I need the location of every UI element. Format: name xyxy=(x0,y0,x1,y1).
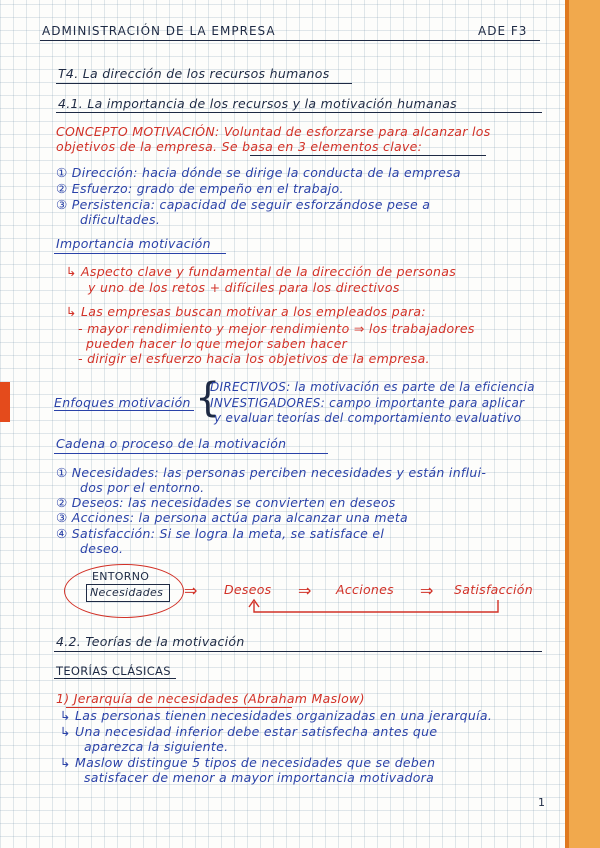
importance-point1-line1: ↳ Aspecto clave y fundamental de la dirección de personas xyxy=(66,264,457,279)
concept-underline xyxy=(250,155,486,156)
section2-underline xyxy=(54,651,542,652)
diagram-acciones: Acciones xyxy=(336,582,394,597)
classic-theories-underline xyxy=(54,678,176,679)
chain-step4-line2: deseo. xyxy=(80,541,124,556)
maslow-point3-line1: ↳ Maslow distingue 5 tipos de necesidades que se deben xyxy=(60,755,436,770)
importance-bullet1-line1: - mayor rendimiento y mejor rendimiento ⇒ los trabajadores xyxy=(78,321,475,336)
maslow-point2-line2: aparezca la siguiente. xyxy=(84,739,229,754)
maslow-point3-line2: satisfacer de menor a mayor importancia motivadora xyxy=(84,770,435,785)
arrow-icon: ⇒ xyxy=(184,581,198,600)
maslow-point2-line1: ↳ Una necesidad inferior debe estar satisfecha antes que xyxy=(60,724,438,739)
brace-icon: { xyxy=(195,375,221,421)
diagram-necesidades: Necesidades xyxy=(90,586,164,599)
topic-underline xyxy=(56,83,352,84)
diagram-satisfaccion: Satisfacción xyxy=(454,582,533,597)
classic-theories-title: TEORÍAS CLÁSICAS xyxy=(56,664,171,678)
chain-step3: ③ Acciones: la persona actúa para alcanzar una meta xyxy=(56,510,408,525)
orange-cover-edge xyxy=(565,0,600,848)
importance-bullet2: - dirigir el esfuerzo hacia los objetivos de la empresa. xyxy=(78,351,430,366)
approach-investigadores-line2: y evaluar teorías del comportamiento evaluativo xyxy=(214,411,522,425)
chain-step4-line1: ④ Satisfacción: Si se logra la meta, se satisface el xyxy=(56,526,385,541)
section1-underline xyxy=(56,112,542,113)
chain-step1-line1: ① Necesidades: las personas perciben necesidades y están influi- xyxy=(56,465,487,480)
diagram-entorno: ENTORNO xyxy=(92,570,150,583)
feedback-loop-arrow xyxy=(240,598,512,622)
chain-title: Cadena o proceso de la motivación xyxy=(56,436,287,451)
importance-point1-line2: y uno de los retos + difíciles para los directivos xyxy=(88,280,400,295)
importance-point2: ↳ Las empresas buscan motivar a los empleados para: xyxy=(66,304,426,319)
importance-underline xyxy=(54,253,226,254)
approaches-label: Enfoques motivación xyxy=(54,395,191,410)
section1-title: 4.1. La importancia de los recursos y la motivación humanas xyxy=(58,96,457,111)
importance-bullet1-line2: pueden hacer lo que mejor saben hacer xyxy=(86,336,348,351)
maslow-point1: ↳ Las personas tienen necesidades organizadas en una jerarquía. xyxy=(60,708,493,723)
page-number: 1 xyxy=(538,796,545,809)
importance-title: Importancia motivación xyxy=(56,236,211,251)
course-code: ADE F3 xyxy=(478,24,528,38)
concept-line2: objetivos de la empresa. Se basa en 3 elementos clave: xyxy=(56,139,423,154)
chain-step2: ② Deseos: las necesidades se convierten en deseos xyxy=(56,495,396,510)
arrow-icon: ⇒ xyxy=(420,581,434,600)
course-header: ADMINISTRACIÓN DE LA EMPRESA xyxy=(42,24,276,38)
concept-line1: CONCEPTO MOTIVACIÓN: Voluntad de esforzarse para alcanzar los xyxy=(56,124,491,139)
chain-step1-line2: dos por el entorno. xyxy=(80,480,205,495)
element-direccion: ① Dirección: hacia dónde se dirige la conducta de la empresa xyxy=(56,165,461,180)
element-esfuerzo: ② Esfuerzo: grado de empeño en el trabajo. xyxy=(56,181,344,196)
diagram-deseos: Deseos xyxy=(224,582,272,597)
element-persistencia: ③ Persistencia: capacidad de seguir esforzándose pese a xyxy=(56,197,431,212)
binder-tab xyxy=(0,382,10,422)
approach-directivos: DIRECTIVOS: la motivación es parte de la eficiencia xyxy=(210,380,535,394)
header-rule xyxy=(40,40,540,41)
element-persistencia-cont: dificultades. xyxy=(80,212,161,227)
arrow-icon: ⇒ xyxy=(298,581,312,600)
topic-title: T4. La dirección de los recursos humanos xyxy=(58,66,330,81)
approaches-underline xyxy=(54,410,194,411)
section2-title: 4.2. Teorías de la motivación xyxy=(56,634,245,649)
approach-investigadores-line1: INVESTIGADORES: campo importante para aplicar xyxy=(210,396,525,410)
chain-underline xyxy=(54,453,328,454)
maslow-title: 1) Jerarquía de necesidades (Abraham Maslow) xyxy=(56,691,365,706)
